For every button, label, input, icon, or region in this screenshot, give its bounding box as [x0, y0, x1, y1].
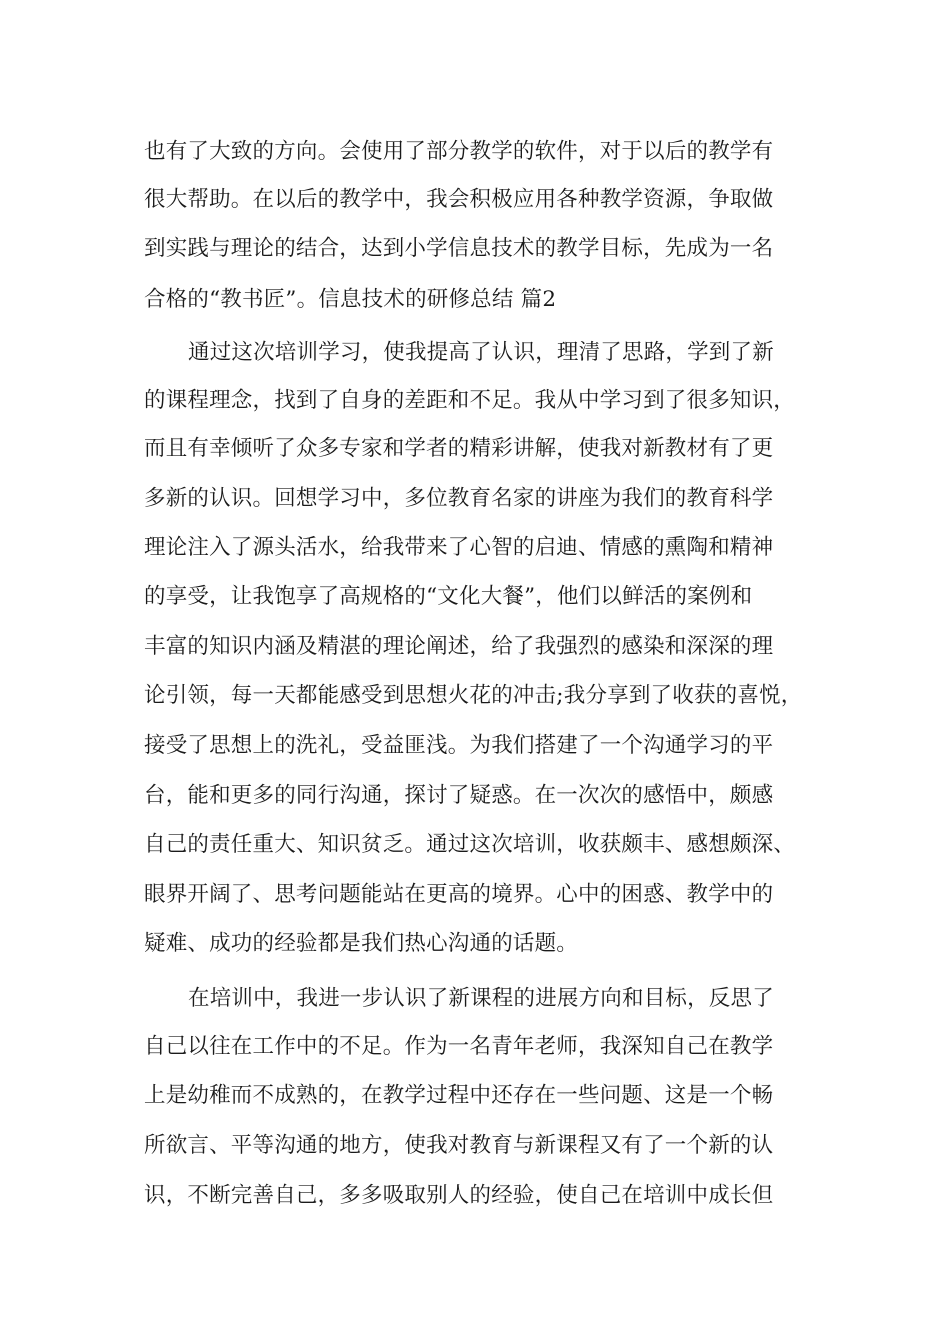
- text-line: 论引领，每一天都能感受到思想火花的冲击;我分享到了收获的喜悦，: [144, 683, 803, 708]
- text-line: 也有了大致的方向。会使用了部分教学的软件，对于以后的教学有: [144, 139, 774, 164]
- section-heading-line: 合格的“教书匠”。信息技术的研修总结 篇2: [144, 287, 557, 312]
- text-line: 识，不断完善自己，多多吸取别人的经验，使自己在培训中成长但: [144, 1183, 774, 1208]
- text-line: 自己的责任重大、知识贫乏。通过这次培训，收获颇丰、感想颇深、: [144, 832, 796, 857]
- text-line: 自己以往在工作中的不足。作为一名青年老师，我深知自己在教学: [144, 1034, 774, 1059]
- text-line: 台，能和更多的同行沟通，探讨了疑惑。在一次次的感悟中，颇感: [144, 783, 774, 808]
- text-line: 疑难、成功的经验都是我们热心沟通的话题。: [144, 931, 579, 956]
- text-line: 丰富的知识内涵及精湛的理论阐述，给了我强烈的感染和深深的理: [144, 634, 774, 659]
- text-line: 上是幼稚而不成熟的，在教学过程中还存在一些问题、这是一个畅: [144, 1083, 774, 1108]
- text-line: 的课程理念，找到了自身的差距和不足。我从中学习到了很多知识，: [144, 388, 796, 413]
- text-line: 到实践与理论的结合，达到小学信息技术的教学目标，先成为一名: [144, 236, 774, 261]
- text-line: 很大帮助。在以后的教学中，我会积极应用各种教学资源，争取做: [144, 187, 774, 212]
- paragraph-first-line: 在培训中，我进一步认识了新课程的进展方向和目标，反思了: [188, 986, 774, 1011]
- text-line: 接受了思想上的洗礼，受益匪浅。为我们搭建了一个沟通学习的平: [144, 733, 774, 758]
- paragraph-first-line: 通过这次培训学习，使我提高了认识，理清了思路，学到了新: [188, 340, 774, 365]
- text-line: 所欲言、平等沟通的地方，使我对教育与新课程又有了一个新的认: [144, 1133, 774, 1158]
- text-line: 的享受，让我饱享了高规格的“文化大餐”，他们以鲜活的案例和: [144, 584, 753, 609]
- text-line: 多新的认识。回想学习中，多位教育名家的讲座为我们的教育科学: [144, 486, 774, 511]
- text-line: 眼界开阔了、思考问题能站在更高的境界。心中的困惑、教学中的: [144, 882, 774, 907]
- text-line: 而且有幸倾听了众多专家和学者的精彩讲解，使我对新教材有了更: [144, 436, 774, 461]
- text-line: 理论注入了源头活水，给我带来了心智的启迪、情感的熏陶和精神: [144, 535, 774, 560]
